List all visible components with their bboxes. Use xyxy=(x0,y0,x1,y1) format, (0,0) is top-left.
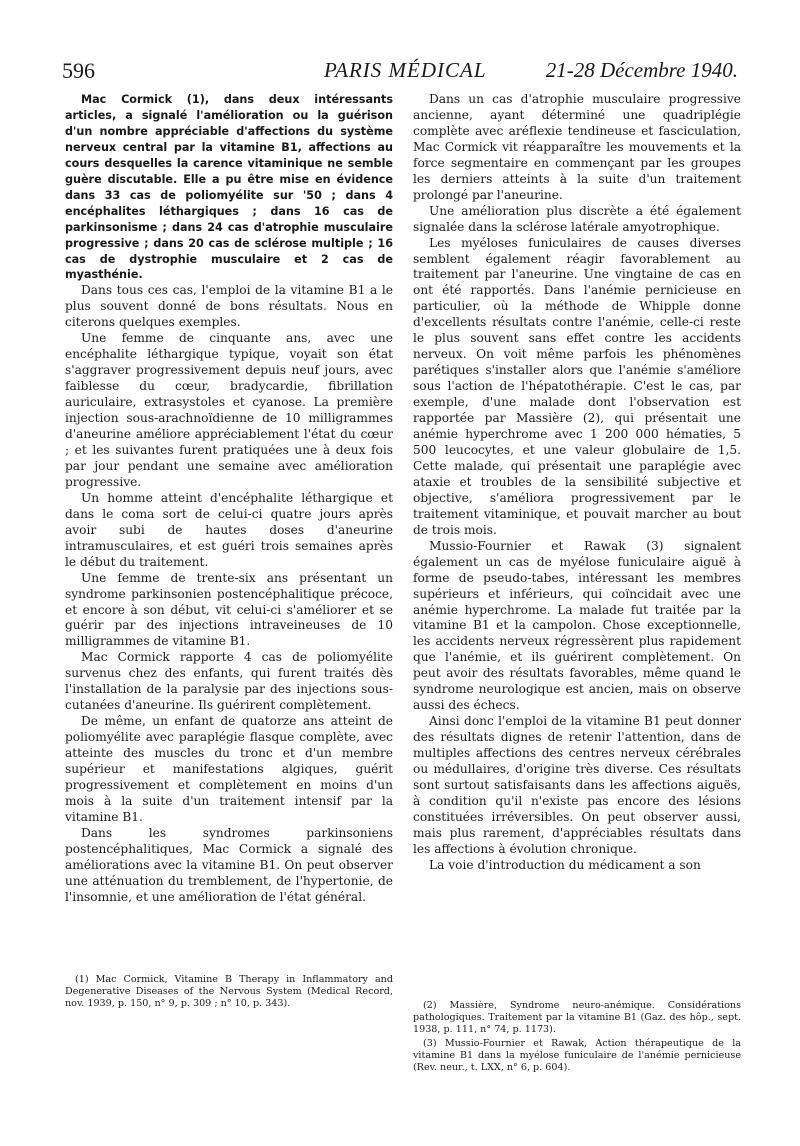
paragraph: Les myéloses funiculaires de causes diverses semblent également réagir favorablement au traitement par l'aneurine. Une vingtaine de cas en ont été rapportés. Dans l'anémie pernicieuse en particulier, où la méthode de Whipple donne d'excellents résultats contre l'anémie, celle-ci reste le plus souvent sans effet contre les accidents nerveux. On voit même parfois les phénomènes parétiques s'installer alors que l'anémie s'améliore sous l'action de l'hépatothérapie. C'est le cas, par exemple, d'une malade dont l'observation est rapportée par Massière (2), qui présentait une anémie hyperchrome avec 1 200 000 hématies, 5 500 leucocytes, et une valeur globulaire de 1,5. Cette malade, qui présentait une paraplégie avec ataxie et troubles de la sensibilité subjective et objective, s'améliora progressivement par le traitement vitaminique, et pouvait marcher au bout de trois mois. xyxy=(413,235,741,537)
footnote: (1) Mac Cormick, Vitamine B Therapy in Inflammatory and Degenerative Diseases of the Nervous System (Medical Record, nov. 1939, p. 150, n° 9, p. 309 ; n° 10, p. 343). xyxy=(65,974,393,1009)
paragraph: Dans tous ces cas, l'emploi de la vitamine B1 a le plus souvent donné de bons résultats. Nous en citerons quelques exemples. xyxy=(65,283,393,330)
issue-date: 21-28 Décembre 1940. xyxy=(545,58,738,82)
journal-title: PARIS MÉDICAL xyxy=(324,58,487,82)
paragraph: Mac Cormick rapporte 4 cas de poliomyélite survenus chez des enfants, qui furent traités dès l'installation de la paralysie par des injections sous-cutanées d'aneurine. Ils guérirent complètement. xyxy=(65,650,393,713)
paragraph: Une femme de cinquante ans, avec une encéphalite léthargique typique, voyait son état s'aggraver progressivement depuis neuf jours, avec faiblesse du cœur, bradycardie, fibrillation auriculaire, extrasystoles et cyanose. La première injection sous-arachnoïdienne de 10 milligrammes d'aneurine améliore appréciablement l'état du cœur ; et les suivantes furent pratiquées une à deux fois par jour pendant une semaine avec amélioration progressive. xyxy=(65,331,393,489)
footnotes-right xyxy=(413,1000,741,1075)
paragraph: Dans les syndromes parkinsoniens postencéphalitiques, Mac Cormick a signalé des améliorations avec la vitamine B1. On peut observer une atténuation du tremblement, de l'hypertonie, de l'insomnie, et une amélioration de l'état général. xyxy=(65,825,393,904)
paragraph: La voie d'introduction du médicament a son xyxy=(429,857,701,872)
page-number: 596 xyxy=(62,58,95,83)
paragraph: Une femme de trente-six ans présentant un syndrome parkinsonien postencéphalitique précoce, et encore à son début, vit celui-ci s'améliorer et se guérir par des injections intraveineuses de 10 milligrammes de vitamine B1. xyxy=(65,570,393,649)
paragraph: Dans un cas d'atrophie musculaire progressive ancienne, ayant déterminé une quadriplégie complète avec aréflexie tendineuse et fasciculation, Mac Cormick vit réapparaître les mouvements et la force segmentaire en commençant par les groupes les derniers atteints à la suite d'un traitement prolongé par l'aneurine. xyxy=(413,92,741,202)
running-header xyxy=(62,58,738,88)
paragraph: Mac Cormick (1), dans deux intéressants articles, a signalé l'amélioration ou la guérison d'un nombre appréciable d'affections du système nerveux central par la vitamine B1, affections au cours desquelles la carence vitaminique ne semble guère discutable. Elle a pu être mise en évidence dans 33 cas de poliomyélite sur '50 ; dans 4 encéphalites léthargiques ; dans 16 cas de parkinsonisme ; dans 24 cas d'atrophie musculaire progressive ; dans 20 cas de sclérose multiple ; 16 cas de dystrophie musculaire et 2 cas de myasthénie. xyxy=(65,93,393,282)
footnote: (3) Mussio-Fournier et Rawak, Action thérapeutique de la vitamine B1 dans la myélose funiculaire de l'anémie pernicieuse (Rev. neur., t. LXX, n° 6, p. 604). xyxy=(413,1037,741,1073)
footnote: (2) Massière, Syndrome neuro-anémique. Considérations pathologiques. Traitement par la vitamine B1 (Gaz. des hôp., sept. 1938, p. 111, n° 74, p. 1173). xyxy=(413,1000,741,1035)
right-column xyxy=(413,92,741,874)
paragraph: De même, un enfant de quatorze ans atteint de poliomyélite avec paraplégie flasque complète, avec atteinte des muscles du tronc et d'un membre supérieur et manifestations algiques, guérit progressivement et complètement en moins d'un mois à la suite d'un traitement intensif par la vitamine B1. xyxy=(65,714,393,824)
paragraph: Mussio-Fournier et Rawak (3) signalent également un cas de myélose funiculaire aiguë à forme de pseudo-tabes, intéressant les membres supérieurs et inférieurs, qui coïncidait avec une anémie hyperchrome. La malade fut traitée par la vitamine B1 et la campolon. Chose exceptionnelle, les accidents nerveux régressèrent plus rapidement que l'anémie, et ils guérirent complètement. On peut avoir des résultats favorables, même quand le syndrome neurologique est ancien, mais on observe aussi des échecs. xyxy=(413,538,741,713)
left-column xyxy=(65,92,393,906)
paragraph: Ainsi donc l'emploi de la vitamine B1 peut donner des résultats dignes de retenir l'attention, dans de multiples affections des centres nerveux cérébrales ou médullaires, d'origine très diverse. Ces résultats sont surtout satisfaisants dans les affections aiguës, à condition qu'il n'existe pas encore des lésions constituées irréversibles. On peut observer aussi, mais plus rarement, d'appréciables résultats dans les affections à évolution chronique. xyxy=(413,714,741,856)
paragraph: Une amélioration plus discrète a été également signalée dans la sclérose latérale amyotrophique. xyxy=(413,203,741,234)
paragraph: Un homme atteint d'encéphalite léthargique et dans le coma sort de celui-ci quatre jours après avoir subi de hautes doses d'aneurine intramusculaires, et est guéri trois semaines après le début du traitement. xyxy=(65,490,393,569)
footnotes-left xyxy=(65,974,393,1012)
